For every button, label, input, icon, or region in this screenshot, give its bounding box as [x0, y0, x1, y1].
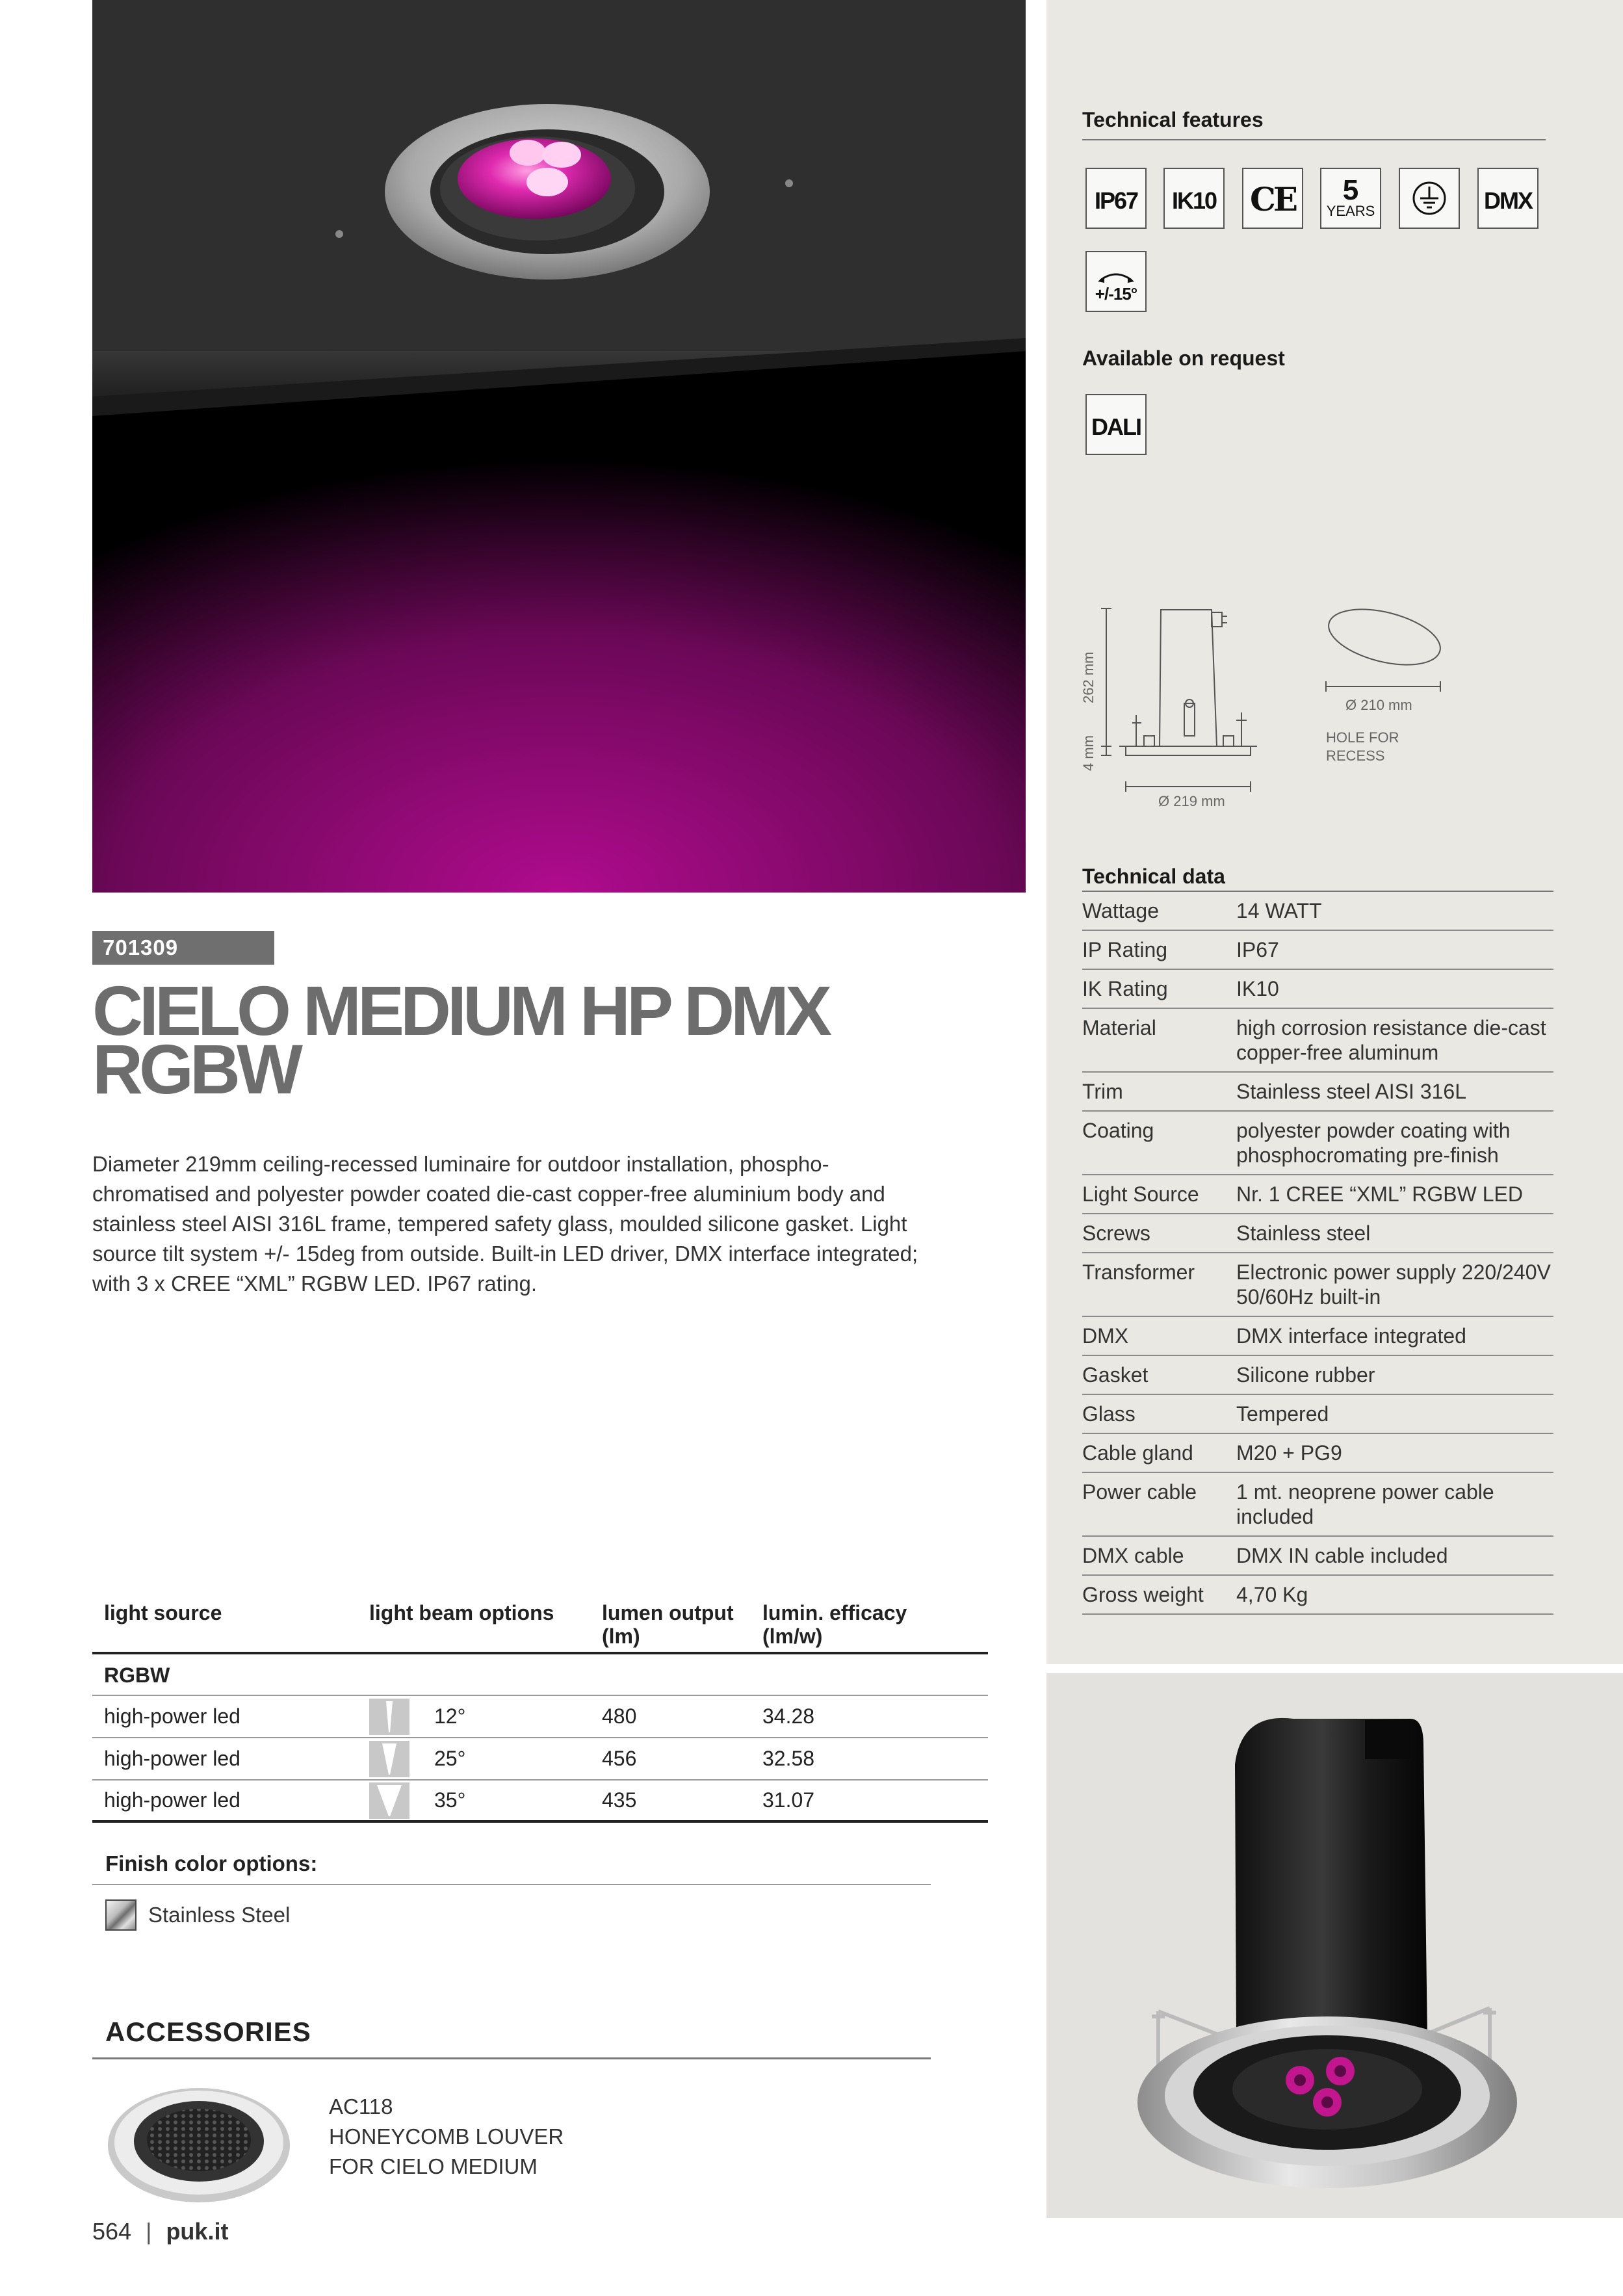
table-row: Wattage 14 WATT: [1082, 892, 1553, 931]
ik10-icon: IK10: [1163, 168, 1225, 229]
dmx-icon: DMX: [1477, 168, 1539, 229]
finish-title: Finish color options:: [105, 1851, 318, 1875]
table-row: IK Rating IK10: [1082, 970, 1553, 1009]
wide-beam-icon: [369, 1782, 409, 1819]
table-row: Coating polyester powder coating with phosphocromating pre-finish: [1082, 1112, 1553, 1175]
technical-data-title: Technical data: [1082, 862, 1553, 892]
table-row: Gasket Silicone rubber: [1082, 1356, 1553, 1395]
cell-beam: [369, 1695, 602, 1738]
warranty-icon: 5 YEARS: [1320, 168, 1381, 229]
header-beam-options: light beam options: [369, 1601, 554, 1624]
cell-source: high-power led: [104, 1747, 240, 1770]
cell-efficacy: 31.07: [762, 1788, 815, 1812]
divider: [92, 2057, 931, 2059]
technical-features-title: Technical features: [1082, 108, 1264, 131]
table-row: Material high corrosion resistance die-cast copper-free aluminum: [1082, 1009, 1553, 1073]
table-row: Light Source Nr. 1 CREE “XML” RGBW LED: [1082, 1175, 1553, 1214]
divider: [1082, 139, 1546, 140]
drawing-hole-diameter-label: Ø 210 mm: [1345, 697, 1412, 713]
table-row: [92, 1738, 988, 1781]
table-row: Trim Stainless steel AISI 316L: [1082, 1073, 1553, 1112]
hero-photo: [92, 0, 1026, 893]
product-photo: [1046, 1673, 1623, 2218]
finish-option-label: Stainless Steel: [148, 1903, 291, 1927]
cell-lumen: 480: [602, 1704, 637, 1728]
narrow-beam-icon: [369, 1699, 409, 1735]
drawing-hole-label-2: RECESS: [1326, 748, 1385, 764]
product-description: Diameter 219mm ceiling-recessed luminaire for outdoor installation, phospho-chromatised and polyester powder coated die-cast copper-free aluminium body and stainless steel AISI 316L frame, tempered safety glass, moulded silicone gasket. Light source tilt system +/- 15deg from outside. Built-in LED driver, DMX interface integrated; with 3 x CREE “XML” RGBW LED. IP67 rating.: [92, 1152, 918, 1296]
tilt-icon: +/-15°: [1085, 251, 1147, 312]
ip67-icon: IP67: [1085, 168, 1147, 229]
table-row: Transformer Electronic power supply 220/240V 50/60Hz built-in: [1082, 1253, 1553, 1317]
medium-beam-icon: [369, 1741, 409, 1777]
beam-angle: 35°: [434, 1788, 466, 1812]
table-row: [92, 1696, 988, 1738]
accessory-item: [329, 2092, 564, 2182]
footer-separator: |: [146, 2218, 152, 2245]
table-group-rgbw: RGBW: [92, 1654, 988, 1696]
cell-source: high-power led: [104, 1704, 240, 1728]
table-row: Gross weight 4,70 Kg: [1082, 1576, 1553, 1615]
drawing-hole-label-1: HOLE FOR: [1326, 729, 1399, 746]
honeycomb-louver-image: [101, 2074, 296, 2204]
accessory-code: AC118: [329, 2094, 393, 2119]
ce-mark-icon: CE: [1242, 168, 1303, 229]
cell-lumen: 456: [602, 1747, 637, 1770]
table-row: Screws Stainless steel: [1082, 1214, 1553, 1253]
drawing-frame-label: 4 mm: [1080, 735, 1097, 771]
table-row: DMX cable DMX IN cable included: [1082, 1537, 1553, 1576]
cell-beam: [369, 1779, 602, 1821]
cell-beam: [369, 1738, 602, 1780]
divider: [92, 1884, 931, 1885]
accessory-name-line2: FOR CIELO MEDIUM: [329, 2154, 538, 2178]
accessories-title: ACCESSORIES: [105, 2016, 311, 2047]
header-lumen-output: lumen output (lm): [602, 1601, 734, 1648]
dali-icon: DALI: [1085, 394, 1147, 455]
website-link[interactable]: puk.it: [166, 2218, 229, 2245]
cell-efficacy: 34.28: [762, 1704, 815, 1728]
beam-angle: 25°: [434, 1747, 466, 1770]
page-number: 564: [92, 2218, 132, 2245]
beam-angle: 12°: [434, 1704, 466, 1728]
drawing-diameter-label: Ø 219 mm: [1158, 793, 1225, 809]
technical-data-table: [1082, 862, 1553, 1615]
table-row: IP Rating IP67: [1082, 931, 1553, 970]
page-footer: [92, 2218, 228, 2245]
table-header: [92, 1589, 988, 1654]
table-row: Cable gland M20 + PG9: [1082, 1434, 1553, 1473]
header-light-source: light source: [104, 1601, 222, 1624]
technical-drawing: [1079, 585, 1469, 819]
header-efficacy: lumin. efficacy (lm/w): [762, 1601, 907, 1648]
table-row: Glass Tempered: [1082, 1395, 1553, 1434]
available-on-request-title: Available on request: [1082, 346, 1285, 370]
product-title: CIELO MEDIUM HP DMX RGBW: [92, 971, 829, 1108]
stainless-steel-swatch: [105, 1899, 136, 1931]
luminaire-ceiling-illustration: [92, 0, 1026, 893]
earth-ground-icon: [1399, 168, 1460, 229]
cell-efficacy: 32.58: [762, 1747, 815, 1770]
cell-lumen: 435: [602, 1788, 637, 1812]
cell-source: high-power led: [104, 1788, 240, 1812]
table-row: Power cable 1 mt. neoprene power cable included: [1082, 1473, 1553, 1537]
accessory-name-line1: HONEYCOMB LOUVER: [329, 2124, 564, 2148]
light-source-table: [92, 1589, 988, 1823]
table-row: DMX DMX interface integrated: [1082, 1317, 1553, 1356]
drawing-height-label: 262 mm: [1080, 651, 1097, 703]
table-row: [92, 1781, 988, 1823]
product-code-badge: 701309: [92, 931, 274, 965]
luminaire-product-illustration: [1046, 1673, 1623, 2218]
